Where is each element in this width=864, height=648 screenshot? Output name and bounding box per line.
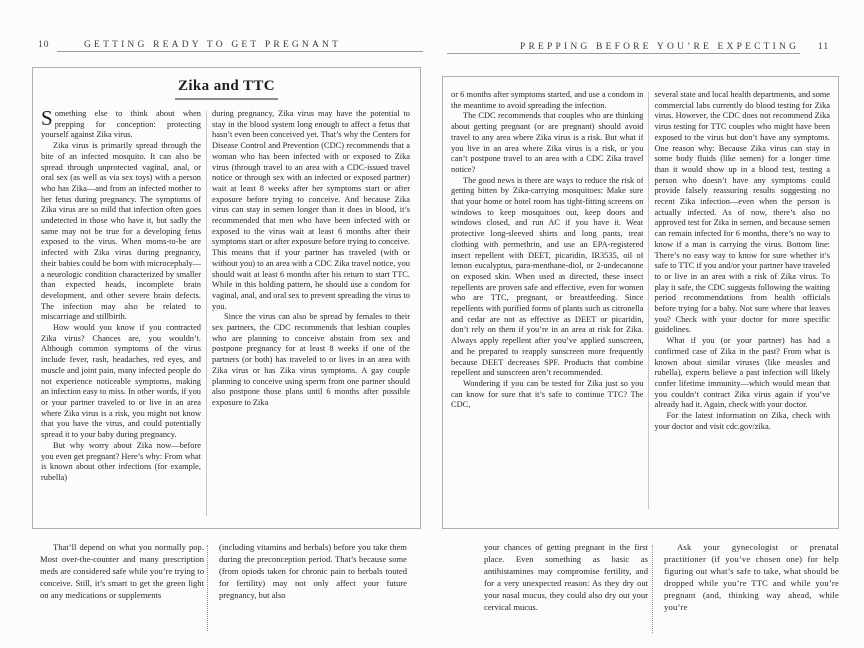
column-divider-rule bbox=[648, 92, 649, 509]
box-column-2 bbox=[212, 109, 410, 522]
column-divider-rule bbox=[206, 111, 207, 516]
paragraph: Ask your gynecologist or prenatal practitioner (if you’ve chosen one) for help figuring out what’s safe to take, what should be dropped while you’re TTC and while you’re pregnant (and, thinking way ahead, while you’re bbox=[664, 542, 839, 612]
paragraph: The CDC recommends that couples who are thinking about getting pregnant (or are pregnant) should avoid travel to any area where Zika virus is a risk. But what if you live in an area where Zika virus is a risk, or you can’t postpone travel to an area with a CDC Zika travel notice? bbox=[451, 111, 644, 174]
paragraph: several state and local health departments, and some commercial labs currently do blood testing for Zika virus. However, the CDC does not recommend Zika virus testing for TTC couples who might have been exposed to the virus but don’t have any symptoms. One reason why: Because Zika virus can stay in some body fluids (like semen) for a longer time than it would show up in a blood test, testing a person who doesn’t have any symptoms could provide falsely reassuring results suggesting no recent Zika infection—even when the person is actually infected. As of now, there’s also no approved test for Zika in semen, and because semen can remain infected for 6 months, there’s no way to know if a man is carrying the virus. Bottom line: There’s no easy way to know for sure whether it’s safe to TTC if you and/or your partner have traveled to or live in an area with a risk of Zika virus. To play it safe, the CDC suggests following the waiting period recommendations from health officials before trying for a baby. Not sure where that leaves you? Check with your doctor for more specific guidelines. bbox=[654, 90, 831, 335]
paragraph: That’ll depend on what you normally pop. Most over-the-counter and many prescription meds are considered safe while you’re trying to conceive. Still, it’s smart to get the green light on any medications or supplements bbox=[40, 542, 204, 600]
paragraph: Something else to think about when prepping for conception: protecting yourself against Zika virus. bbox=[41, 109, 201, 140]
box-columns-right bbox=[443, 77, 838, 515]
left-header-rule bbox=[57, 51, 423, 52]
box-columns-left bbox=[33, 109, 420, 522]
paragraph: Since the virus can also be spread by females to their sex partners, the CDC recommends that lesbian couples who are planning to conceive abstain from sex and postpone pregnancy for at least 8 weeks if one of the partners (or both) has traveled to or lives in an area with Zika virus or has Zika virus symptoms. A gay couple planning to conceive using sperm from one partner should also postpone those plans until 6 months after possible exposure to Zika bbox=[212, 312, 410, 407]
drop-cap: S bbox=[41, 109, 53, 130]
box-title: Zika and TTC bbox=[175, 78, 278, 100]
dotted-column-divider bbox=[652, 545, 653, 633]
box-column-3 bbox=[451, 90, 643, 515]
paragraph: But why worry about Zika now—before you even get pregnant? Here’s why: From what is known about other infections (for example, rubella) bbox=[41, 440, 201, 482]
paragraph: during pregnancy, Zika virus may have the potential to stay in the blood system long enough to affect a fetus that hasn’t even been conceived yet. That’s why the Centers for Disease Control and Prevention (CDC) recommends that a woman who has been infected with or exposed to Zika virus (through travel to an area with a CDC-issued travel notice or through sex with an infected or exposed partner) wait at least 8 weeks after her symptoms start or after exposure before trying to conceive. And because Zika virus can stay in semen longer than it does in blood, it’s recommended that men who have been infected with or exposed to the virus wait at least 6 months after their symptoms start or after exposure before trying to conceive. This means that if your partner has traveled (with or without you) to an area with a CDC Zika travel notice, you should wait at least 6 months after his return to start TTC. While in this holding pattern, he should use a condom for vaginal, anal, and oral sex to prevent spreading the virus to you. bbox=[212, 109, 410, 311]
paragraph: For the latest information on Zika, check with your doctor and visit cdc.gov/zika. bbox=[654, 411, 831, 431]
box-column-1 bbox=[41, 109, 201, 522]
paragraph: (including vitamins and herbals) before you take them during the preconception period. That’s because some (from opiods taken for chronic pain to herbals touted for fertility) may not only affect your future pregnancy, but also bbox=[219, 542, 407, 600]
right-running-head: PREPPING BEFORE YOU’RE EXPECTING bbox=[520, 42, 800, 52]
paragraph: The good news is there are ways to reduce the risk of getting bitten by Zika-carrying mosquitoes: Make sure that your home or hotel room has tight-fitting screens on windows to keep mosquitoes out, keep doors and windows closed, and run AC if you have it. Wear protective long-sleeved shirts and long pants, treat clothing with permethrin, and use an EPA-registered insect repellent with DEET, picaridin, IR3535, oil of lemon eucalyptus, para-menthane-diol, or 2-undecanone on exposed skin. When used as directed, these insect repellents are proven safe and effective, even for women who are TTC, pregnant, or breastfeeding. Since repellents with purified forms of plants such as citronella and cedar are not as effective as DEET or picaridin, don’t rely on them if you’re in an area at risk for Zika. Always apply repellent after you’ve applied sunscreen, and be prepared to reapply sunscreen more frequently because DEET decreases SPF. Products that combine repellent and sunscreen aren’t recommended. bbox=[451, 175, 644, 378]
left-running-head: GETTING READY TO GET PREGNANT bbox=[84, 40, 342, 50]
page-number-right: 11 bbox=[818, 42, 830, 52]
right-header-rule bbox=[447, 53, 800, 54]
paragraph: Wondering if you can be tested for Zika just so you can know for sure that it’s safe to continue TTC? The CDC, bbox=[451, 378, 644, 410]
body-column-1 bbox=[40, 542, 204, 602]
box-column-4 bbox=[654, 90, 830, 515]
body-column-3 bbox=[484, 542, 648, 613]
page-number-left: 10 bbox=[38, 40, 50, 50]
paragraph: or 6 months after symptoms started, and use a condom in the meantime to avoid spreading the infection. bbox=[451, 90, 644, 110]
zika-sidebar-box-left bbox=[32, 67, 421, 529]
box-title-wrap bbox=[33, 68, 420, 105]
body-column-4 bbox=[664, 542, 839, 613]
zika-sidebar-box-right bbox=[442, 76, 839, 529]
paragraph: How would you know if you contracted Zika virus? Chances are, you wouldn’t. Although common symptoms of the virus include fever, rash, headaches, red eyes, and muscle and joint pain, many infected people do not experience noticeable symptoms, making an infection easy to miss. In other words, if you or your partner traveled to or live in an area where Zika virus is a risk, you might not know that you have the virus, and could potentially spread it to your baby during pregnancy. bbox=[41, 323, 201, 440]
body-column-2 bbox=[219, 542, 407, 602]
paragraph: What if you (or your partner) has had a confirmed case of Zika in the past? From what is known about similar viruses (like measles and rubella), experts believe a past infection will likely confer lifetime immunity—which would mean that you couldn’t contract Zika virus again if you’ve already had it. Again, check with your doctor. bbox=[654, 336, 831, 410]
dotted-column-divider bbox=[207, 545, 208, 631]
paragraph: Zika virus is primarily spread through the bite of an infected mosquito. It can also be spread through unprotected vaginal, anal, or oral sex (as well as via sex toys) with a person who has Zika—and from an infected mother to her fetus during pregnancy. The symptoms of Zika virus are so mild that infection often goes undetected in those who have it, but sadly the same may not be true for a developing fetus exposed to the virus. When moms-to-be are infected with Zika virus during pregnancy, their babies could be born with microcephaly—a neurologic condition characterized by smaller than expected heads, incomplete brain development, and other severe brain defects. The infection may also be related to miscarriage and stillbirth. bbox=[41, 141, 201, 322]
paragraph: your chances of getting pregnant in the first place. Even something as basic as antihistamines may compromise fertility, and for a very unexpected reason: As they dry out your nasal mucus, they could also dry out your cervical mucus. bbox=[484, 542, 648, 612]
